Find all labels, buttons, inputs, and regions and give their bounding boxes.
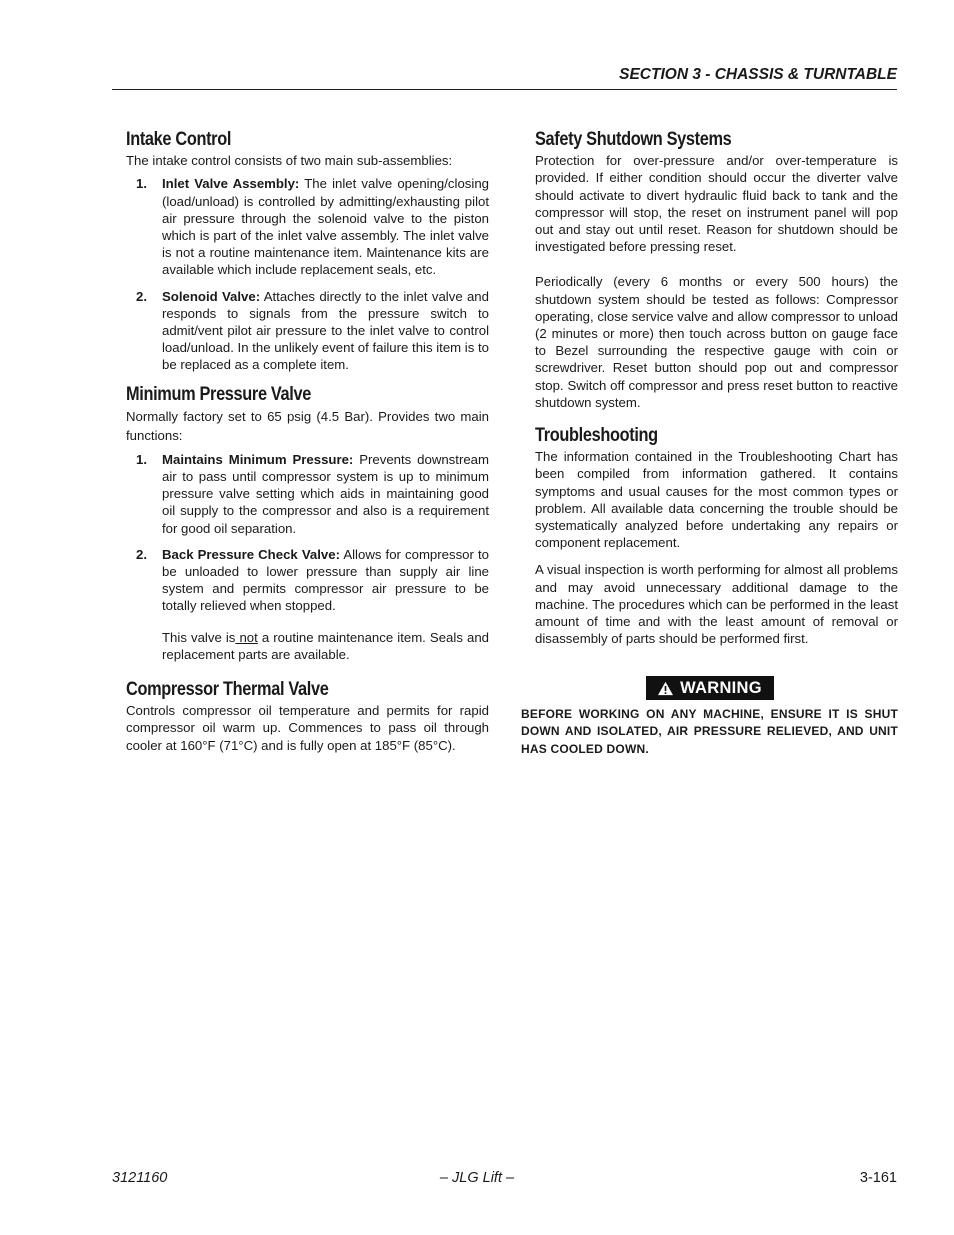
intake-control-heading: Intake Control — [126, 129, 232, 150]
intake-list — [126, 175, 489, 373]
warning-badge — [646, 676, 774, 700]
list-number: 2. — [136, 288, 147, 304]
minimum-intro: Normally factory set to 65 psig (4.5 Bar). Provides two main functions: — [126, 408, 489, 443]
list-number: 2. — [136, 546, 147, 562]
list-item — [126, 451, 489, 537]
list-term: Solenoid Valve: — [162, 288, 261, 304]
section-header: SECTION 3 - CHASSIS & TURNTABLE — [619, 66, 897, 83]
list-term: Back Pressure Check Valve: — [162, 546, 340, 562]
list-text: Allows for compressor to be unloaded to lower pressure than supply air line system and permits compressor air pressure to be totally relieved when stopped. — [162, 546, 489, 614]
list-item — [126, 288, 489, 374]
troubleshooting-paragraph: A visual inspection is worth performing for almost all problems and may avoid unnecessary additional damage to the machine. The procedures which can be performed in the least amount of time and with the least amount of removal or disassembly of parts should be performed first. — [535, 562, 898, 647]
right-column — [535, 131, 898, 647]
footer-publisher: – JLG Lift – — [439, 1170, 515, 1186]
minimum-pressure-heading: Minimum Pressure Valve — [126, 383, 311, 405]
list-item — [126, 546, 489, 615]
valve-note — [126, 629, 489, 663]
list-text: Attaches directly to the inlet valve and responds to signals from the pressure switch to admit/vent pilot air pressure to the inlet valve to control load/unload. In the unlikely event of failure this item is to be replaced as a complete item. — [162, 288, 489, 373]
safety-paragraph: Periodically (every 6 months or every 500 hours) the shutdown system should be tested as follows: Compressor operating, close service valve and allow compressor to unload (2 minutes or more) then touch across button on gauge face to Bezel surrounding the respective gauge with coin or screwdriver. Reset button should pop out and compressor stop. Switch off compressor and press reset button to reactive shutdown system. — [535, 274, 898, 410]
note-text: This valve is — [162, 629, 236, 645]
warning-triangle-icon — [657, 681, 674, 696]
page-number: 3-161 — [859, 1170, 897, 1186]
warning-text: BEFORE WORKING ON ANY MACHINE, ENSURE IT IS SHUT DOWN AND ISOLATED, AIR PRESSURE RELIEVED, AND UNIT HAS COOLED DOWN. — [521, 707, 898, 756]
header-rule — [112, 89, 897, 90]
thermal-text: Controls compressor oil temperature and permits for rapid compressor oil warm up. Commences to pass oil through cooler at 160°F (71°C) and is fully open at 185°F (85°C). — [126, 703, 489, 753]
minimum-list — [126, 451, 489, 615]
warning-label: WARNING — [680, 678, 762, 697]
list-term: Inlet Valve Assembly: — [162, 176, 300, 192]
list-text: Prevents downstream air to pass until compressor system is up to minimum pressure valve setting which aids in maintaining good oil supply to the compressor and also is a requirement for good oil separation. — [162, 451, 489, 536]
note-emphasis: not — [235, 629, 258, 645]
thermal-valve-heading: Compressor Thermal Valve — [126, 679, 329, 701]
troubleshooting-paragraph: The information contained in the Troubleshooting Chart has been compiled from information gathered. It contains symptoms and usual causes for the most common types or problem. All available data concerning the trouble should be systematically analyzed before undertaking any repairs or component replacement. — [535, 449, 898, 551]
safety-paragraph: Protection for over-pressure and/or over-temperature is provided. If either condition should occur the diverter valve should activate to divert hydraulic fluid back to tank and the compressor will stop, the reset on instrument panel will pop out and stay out until reset. Reason for shutdown should be investigated before pressing reset. — [535, 153, 898, 255]
document-number: 3121160 — [112, 1170, 168, 1186]
safety-shutdown-heading: Safety Shutdown Systems — [535, 129, 732, 150]
left-column — [126, 131, 489, 754]
list-number: 1. — [136, 451, 147, 467]
troubleshooting-heading: Troubleshooting — [535, 425, 658, 447]
list-item — [126, 175, 489, 278]
warning-block — [521, 676, 898, 758]
list-text: The inlet valve opening/closing (load/unload) is controlled by admitting/exhausting pilot air pressure through the solenoid valve to the piston which is part of the inlet valve assembly. The inlet valve is not a routine maintenance item. Maintenance kits are available which include replacement seals, etc. — [162, 176, 489, 278]
note-text: a routine maintenance item. Seals and replacement parts are available. — [162, 629, 489, 662]
intake-intro: The intake control consists of two main sub-assemblies: — [126, 153, 453, 169]
list-term: Maintains Minimum Pressure: — [162, 451, 354, 467]
list-number: 1. — [136, 176, 147, 192]
